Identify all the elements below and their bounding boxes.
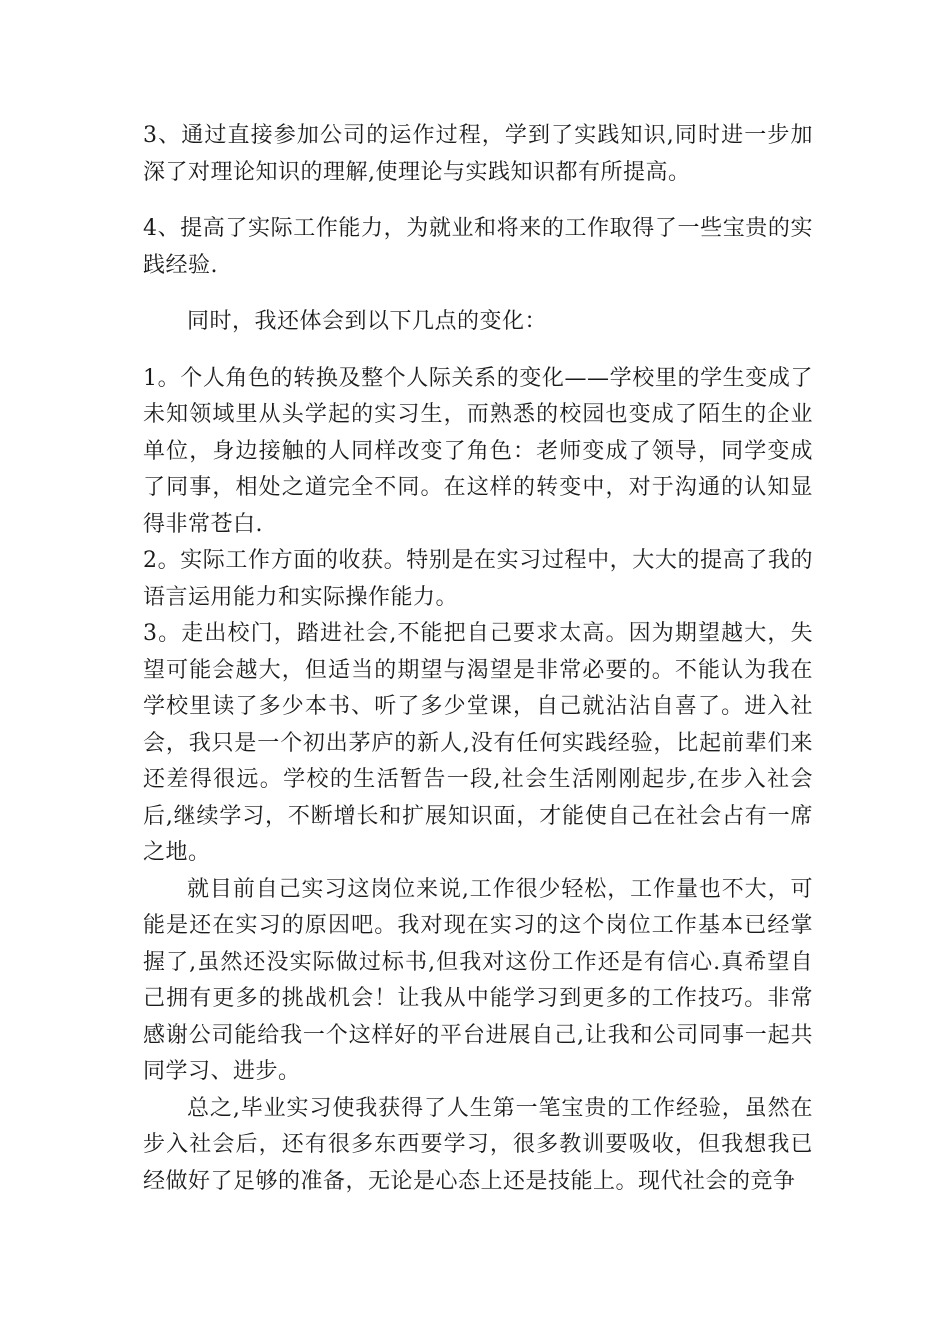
paragraph-change-3: 3。走出校门，踏进社会,不能把自己要求太高。因为期望越大，失望可能会越大，但适当的期望与渴望是非常必要的。不能认为我在学校里读了多少本书、听了多少堂课，自己就沾沾自喜了。进入社会，我只是一个初出茅庐的新人,没有任何实践经验，比起前辈们来还差得很远。学校的生活暂告一段,社会生活刚刚起步,在步入社会后,继续学习，不断增长和扩展知识面，才能使自己在社会占有一席之地。 [143, 621, 813, 865]
paragraph-change-1: 1。个人角色的转换及整个人际关系的变化——学校里的学生变成了未知领域里从头学起的实习生，而熟悉的校园也变成了陌生的企业单位，身边接触的人同样改变了角色：老师变成了领导，同学变成了同事，相处之道完全不同。在这样的转变中，对于沟通的认知显得非常苍白. [143, 365, 813, 537]
paragraph-current-position: 就目前自己实习这岗位来说,工作很少轻松，工作量也不大，可能是还在实习的原因吧。我对现在实习的这个岗位工作基本已经掌握了,虽然还没实际做过标书,但我对这份工作还是有信心.真希望自己拥有更多的挑战机会！让我从中能学习到更多的工作技巧。非常感谢公司能给我一个这样好的平台进展自己,让我和公司同事一起共同学习、进步。 [143, 876, 813, 1084]
paragraph-changes-intro: 同时，我还体会到以下几点的变化： [187, 309, 548, 334]
paragraph-conclusion: 总之,毕业实习使我获得了人生第一笔宝贵的工作经验，虽然在步入社会后，还有很多东西要学习，很多教训要吸收，但我想我已经做好了足够的准备，无论是心态上还是技能上。现代社会的竞争 [143, 1095, 813, 1194]
paragraph-change-2: 2。实际工作方面的收获。特别是在实习过程中，大大的提高了我的语言运用能力和实际操作能力。 [143, 548, 813, 610]
paragraph-item-4: 4、提高了实际工作能力，为就业和将来的工作取得了一些宝贵的实践经验. [143, 216, 813, 278]
document-body [143, 118, 813, 1200]
paragraph-item-3: 3、通过直接参加公司的运作过程，学到了实践知识,同时进一步加深了对理论知识的理解,使理论与实践知识都有所提高。 [143, 123, 813, 185]
